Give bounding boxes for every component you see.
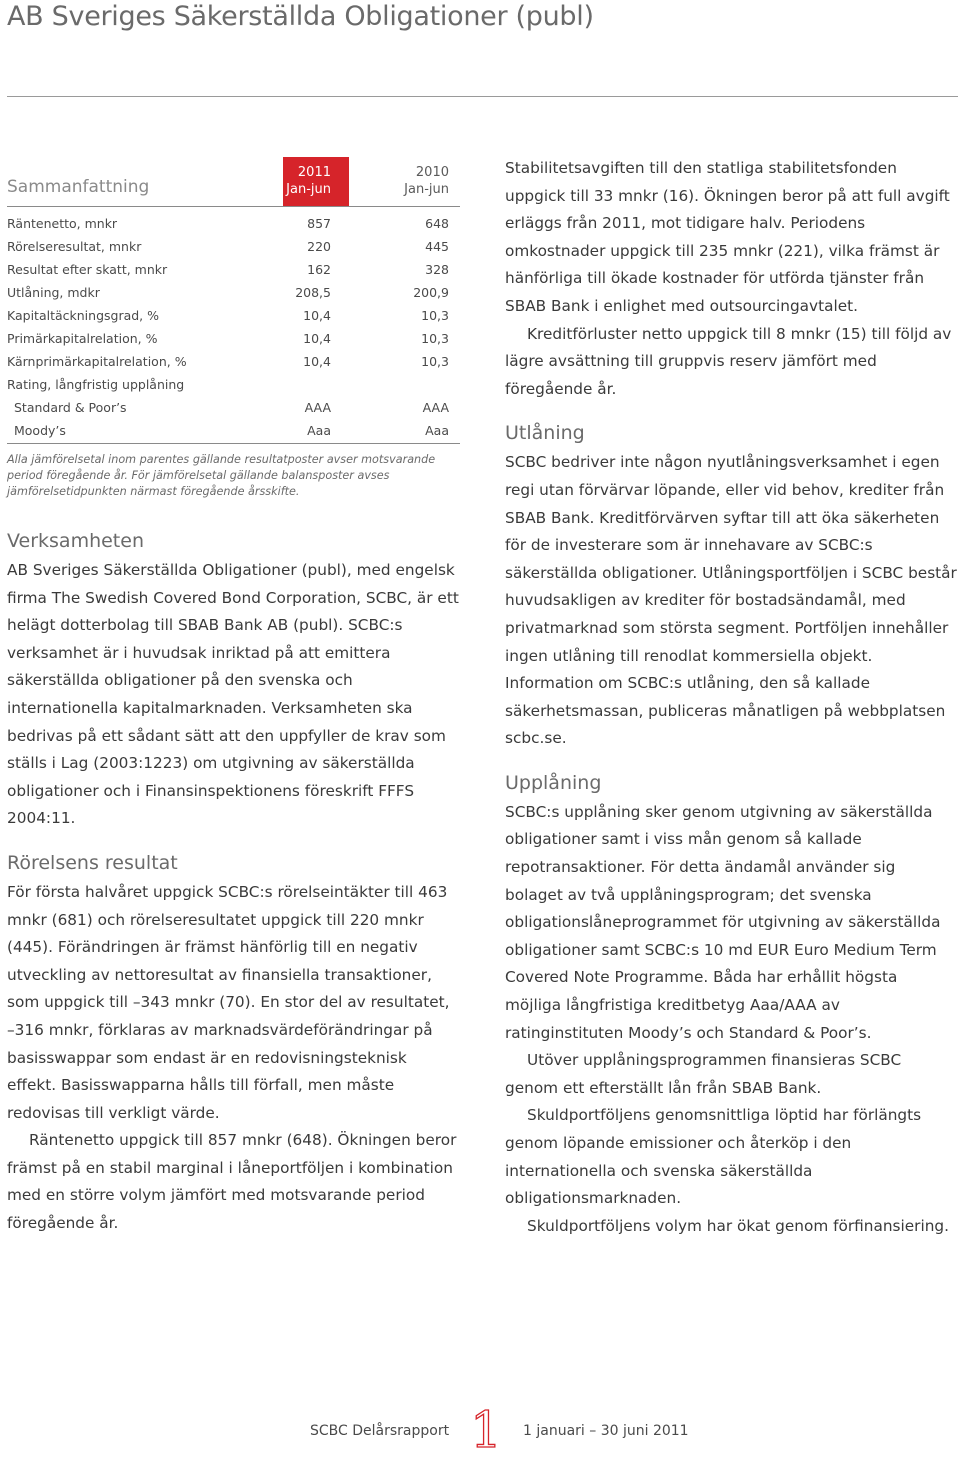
value-2011: 208,5	[295, 285, 331, 300]
table-row	[7, 419, 460, 442]
paragraph: Kreditförluster netto uppgick till 8 mnkr (15) till följd av lägre avsättning till gruppvis reserv jämfört med föregående år.	[505, 324, 952, 398]
left-column	[7, 525, 459, 1238]
summary-header	[7, 157, 460, 207]
column-header-2010: 2010 Jan-jun	[404, 165, 449, 197]
paragraph: Utöver upplåningsprogrammen finansieras SCBC genom ett efterställt lån från SBAB Bank.	[505, 1051, 902, 1097]
paragraph: För första halvåret uppgick SCBC:s rörelseintäkter till 463 mnkr (681) och rörelseresultatet uppgick till 220 mnkr (445). Förändringen är främst hänförlig till en negativ utveckling av nettoresultat av finansiella transaktioner, som uppgick till –343 mnkr (70). En stor del av resultatet, –316 mnkr, förklaras av marknadsvärdeförändringar på basisswappar som endast är en redovisningsteknisk effekt. Basisswapparna hålls till förfall, men måste redovisas till verkligt värde.	[7, 882, 450, 1122]
row-label: Rörelseresultat, mnkr	[7, 239, 142, 254]
right-column	[505, 155, 957, 1240]
title-divider	[7, 96, 958, 97]
row-label: Standard & Poor’s	[14, 400, 127, 415]
footer-period: 1 januari – 30 juni 2011	[523, 1423, 689, 1439]
paragraph: Skuldportföljens volym har ökat genom förfinansiering.	[527, 1216, 949, 1235]
paragraph: Räntenetto uppgick till 857 mnkr (648). Ökningen beror främst på en stabil marginal i låneportföljen i kombination med en större volym jämfört med motsvarande period föregående år.	[7, 1131, 457, 1233]
value-2010: 10,3	[421, 354, 449, 369]
row-label: Primärkapitalrelation, %	[7, 331, 158, 346]
table-row	[7, 327, 460, 350]
value-2010: 10,3	[421, 331, 449, 346]
footer-report-name: SCBC Delårsrapport	[310, 1423, 450, 1439]
row-label: Räntenetto, mnkr	[7, 216, 118, 231]
summary-rows	[7, 207, 460, 442]
value-2011: 220	[307, 239, 331, 254]
row-label: Rating, långfristig upplåning	[7, 377, 185, 392]
value-2010: 445	[425, 239, 449, 254]
value-2011: 10,4	[303, 308, 331, 323]
row-label: Resultat efter skatt, mnkr	[7, 262, 168, 277]
value-2010: AAA	[422, 400, 449, 415]
value-2010: 200,9	[413, 285, 449, 300]
value-2010: 648	[425, 216, 449, 231]
summary-heading: Sammanfattning	[7, 177, 150, 197]
value-2011: 10,4	[303, 354, 331, 369]
value-2011: 857	[307, 216, 331, 231]
row-label: Kärnprimärkapitalrelation, %	[7, 354, 187, 369]
paragraph: SCBC bedriver inte någon nyutlåningsverksamhet i egen regi utan förvärvar löpande, eller vid behov, krediter från SBAB Bank. Kreditförvärven syftar till att öka säkerheten för de investerare som är innehavare av SCBC:s säkerställda obligationer. Utlåningsportföljen i SCBC består huvudsakligen av krediter för bostadsändamål, med privatmarknad som största segment. Portföljen innehåller ingen utlåning till renodlat kommersiella objekt. Information om SCBC:s utlåning, den så kallade säkerhetsmassan, publiceras månatligen på webbplatsen scbc.se.	[505, 453, 957, 748]
row-label: Utlåning, mdkr	[7, 285, 100, 300]
table-row	[7, 396, 460, 419]
value-2011: Aaa	[307, 423, 331, 438]
page-footer	[0, 1405, 960, 1455]
table-row	[7, 304, 460, 327]
summary-table	[7, 157, 460, 500]
paragraph: AB Sveriges Säkerställda Obligationer (publ), med engelsk firma The Swedish Covered Bond Corporation, SCBC, är ett helägt dotterbolag till SBAB Bank AB (publ). SCBC:s verksamhet är i huvudsak inriktad på att emittera säkerställda obligationer på den svenska och internationella kapitalmarknaden. Verksamheten ska bedrivas på ett sådant sätt att den uppfyller de krav som ställs i Lag (2003:1223) om utgivning av säkerställda obligationer och i Finansinspektionens föreskrift FFFS 2004:11.	[7, 561, 459, 828]
value-2011: 162	[307, 262, 331, 277]
section-heading-verksamheten: Verksamheten	[7, 530, 144, 552]
column-header-2011: 2011 Jan-jun	[286, 165, 331, 197]
table-row	[7, 281, 460, 304]
page-title: AB Sveriges Säkerställda Obligationer (publ)	[7, 1, 594, 32]
paragraph: Skuldportföljens genomsnittliga löptid har förlängts genom löpande emissioner och återköp i den internationella och svenska säkerställda obligationsmarknaden.	[505, 1106, 922, 1208]
table-row	[7, 258, 460, 281]
table-row	[7, 373, 460, 396]
value-2011: AAA	[304, 400, 331, 415]
value-2010: 328	[425, 262, 449, 277]
paragraph: Stabilitetsavgiften till den statliga stabilitetsfonden uppgick till 33 mnkr (16). Ökningen beror på att full avgift erläggs från 2011, mot tidigare halv. Periodens omkostnader uppgick till 235 mnkr (221), vilka främst är hänförliga till ökade kostnader för utförda tjänster från SBAB Bank i enlighet med outsourcingavtalet.	[505, 159, 950, 315]
value-2010: 10,3	[421, 308, 449, 323]
row-label: Moody’s	[14, 423, 66, 438]
table-row	[7, 350, 460, 373]
table-row	[7, 212, 460, 235]
section-heading-resultat: Rörelsens resultat	[7, 851, 178, 874]
page-number-outline	[466, 1405, 506, 1451]
section-heading-utlaning: Utlåning	[505, 422, 585, 445]
table-row	[7, 235, 460, 258]
paragraph: SCBC:s upplåning sker genom utgivning av säkerställda obligationer samt i viss mån genom så kallade repotransaktioner. För detta ändamål använder sig bolaget av två upplåningsprogram; det svenska obligationslåneprogrammet för utgivning av säkerställda obligationer samt SCBC:s 10 md EUR Euro Medium Term Covered Note Programme. Båda har erhållit högsta möjliga långfristiga kreditbetyg Aaa/AAA av ratinginstituten Moody’s och Standard & Poor’s.	[505, 802, 941, 1042]
section-heading-upplaning: Upplåning	[505, 771, 602, 794]
value-2011: 10,4	[303, 331, 331, 346]
page-number: 1	[470, 1405, 502, 1451]
value-2010: Aaa	[425, 423, 449, 438]
row-label: Kapitaltäckningsgrad, %	[7, 308, 160, 323]
summary-footnote: Alla jämförelsetal inom parentes gällande resultatposter avser motsvarande period föregående år. För jämförelsetal gällande balansposter avses jämförelsetidpunkten närmast föregående årsskifte.	[7, 453, 436, 498]
summary-bottom-rule	[7, 443, 460, 444]
